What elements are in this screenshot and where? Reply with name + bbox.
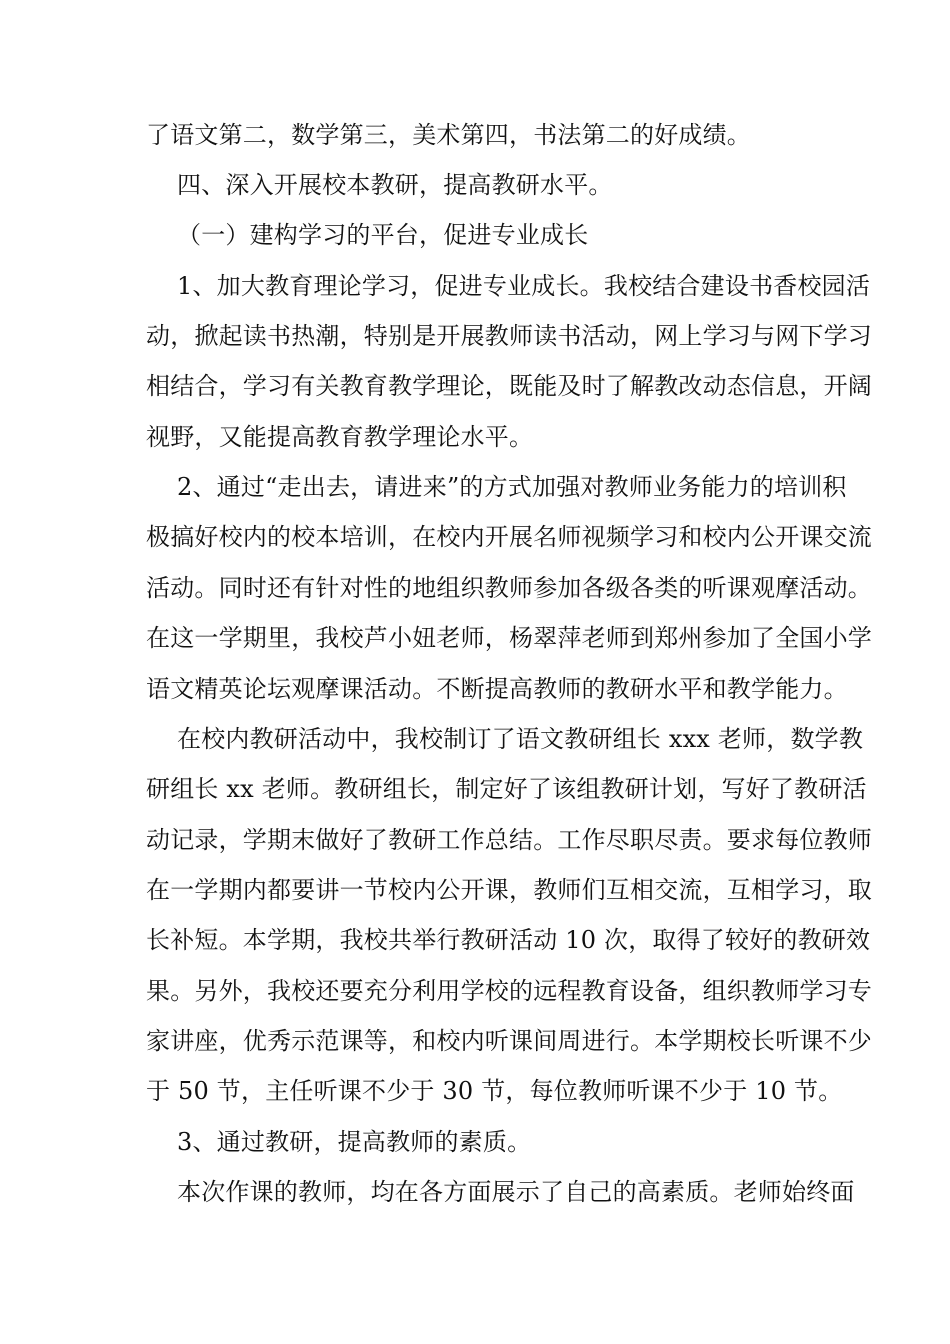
text-line: 极搞好校内的校本培训，在校内开展名师视频学习和校内公开课交流 — [146, 523, 872, 551]
text-line: 在这一学期里，我校芦小妞老师，杨翠萍老师到郑州参加了全国小学 — [146, 624, 872, 652]
text-line: 在一学期内都要讲一节校内公开课，教师们互相交流，互相学习，取 — [146, 876, 872, 904]
text-line: 研组长 xx 老师。教研组长，制定好了该组教研计划，写好了教研活 — [146, 775, 867, 803]
text-line: 活动。同时还有针对性的地组织教师参加各级各类的听课观摩活动。 — [146, 574, 872, 602]
text-line: 长补短。本学期，我校共举行教研活动 10 次，取得了较好的教研效 — [146, 926, 871, 954]
text-line: 视野，又能提高教育教学理论水平。 — [146, 423, 534, 451]
text-line: 相结合，学习有关教育教学理论，既能及时了解教改动态信息，开阔 — [146, 372, 872, 400]
text-line: 动，掀起读书热潮，特别是开展教师读书活动，网上学习与网下学习 — [146, 322, 872, 350]
text-line: 了语文第二，数学第三，美术第四，书法第二的好成绩。 — [146, 121, 751, 149]
text-line: 2、通过“走出去，请进来”的方式加强对教师业务能力的培训积 — [177, 473, 847, 501]
text-line: 1、加大教育理论学习，促进专业成长。我校结合建设书香校园活 — [177, 272, 871, 300]
text-line: 于 50 节，主任听课不少于 30 节，每位教师听课不少于 10 节。 — [146, 1077, 843, 1105]
text-line: 动记录，学期末做好了教研工作总结。工作尽职尽责。要求每位教师 — [146, 826, 872, 854]
text-line: 在校内教研活动中，我校制订了语文教研组长 xxx 老师，数学教 — [177, 725, 864, 753]
text-line: 果。另外，我校还要充分利用学校的远程教育设备，组织教师学习专 — [146, 977, 872, 1005]
text-line: 语文精英论坛观摩课活动。不断提高教师的教研水平和教学能力。 — [146, 675, 848, 703]
subsection-heading: （一）建构学习的平台，促进专业成长 — [177, 221, 589, 249]
text-line: 家讲座，优秀示范课等，和校内听课间周进行。本学期校长听课不少 — [146, 1027, 872, 1055]
section-heading: 四、深入开展校本教研，提高教研水平。 — [177, 171, 613, 199]
text-line: 本次作课的教师，均在各方面展示了自己的高素质。老师始终面 — [177, 1178, 855, 1206]
text-line: 3、通过教研，提高教师的素质。 — [177, 1128, 532, 1156]
